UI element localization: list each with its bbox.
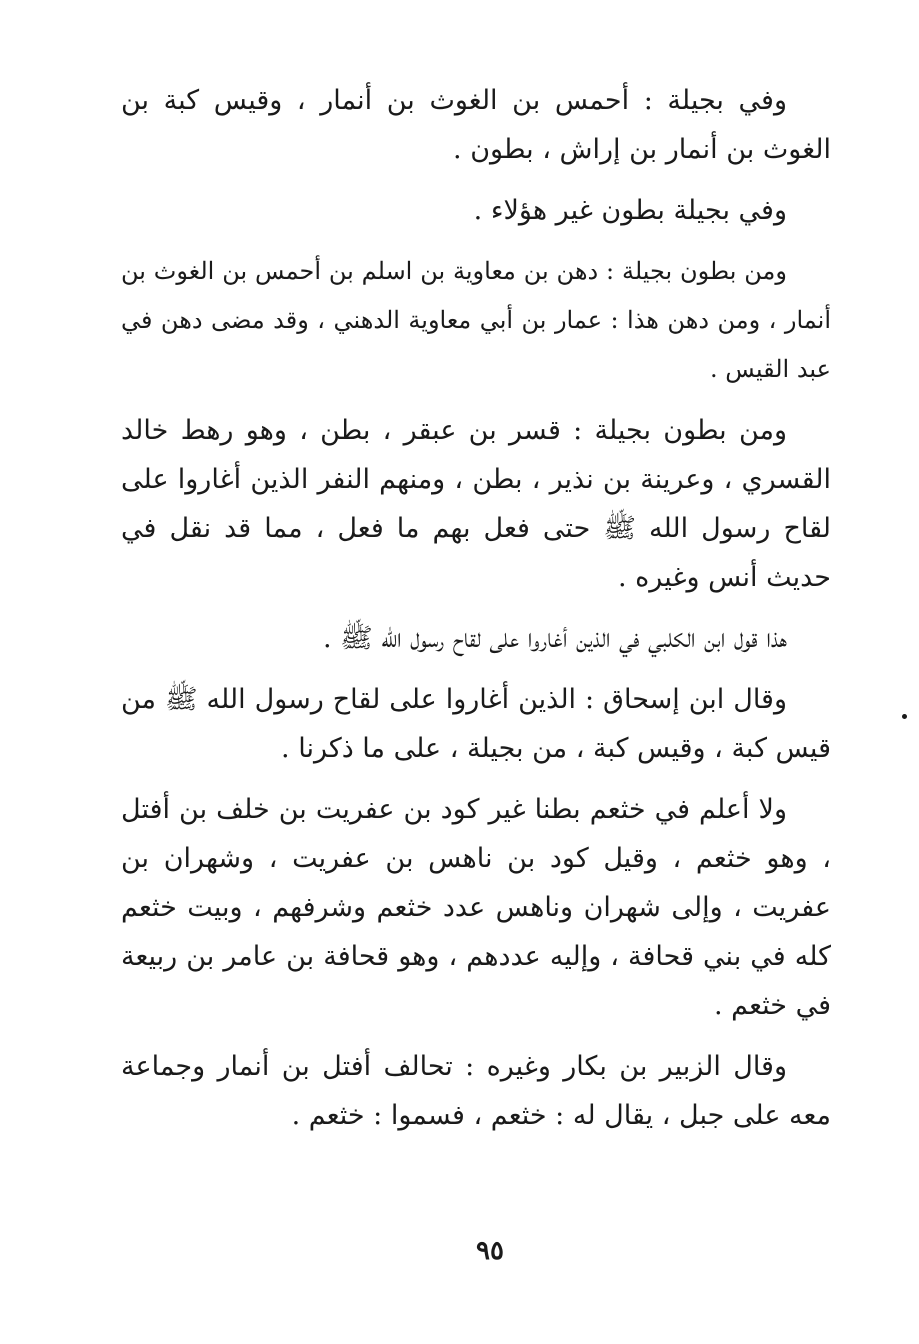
paragraph-7: ولا أعلم في خثعم بطنا غير كود بن عفريت بن خلف بن أفتل ، وهو خثعم ، وقيل كود بن ناهس بن عفريت ، وشهران بن عفريت ، وإلى شهران وناهس عدد خثعم وشرفهم ، وبيت خثعم كله في بني قحافة ، وإليه عددهم ، وهو قحافة بن عامر بن ربيعة في خثعم . [121,794,831,1021]
paragraph-1: وفي بجيلة : أحمس بن الغوث بن أنمار ، وقيس كبة بن الغوث بن أنمار بن إراش ، بطون . [121,85,831,165]
paragraph-4: ومن بطون بجيلة : قسر بن عبقر ، بطن ، وهو رهط خالد القسري ، وعرينة بن نذير ، بطن ، ومنهم النفر الذين أغاروا على لقاح رسول الله ﷺ حتى فعل بهم ما فعل ، مما قد نقل في حديث أنس وغيره . [121,415,831,593]
body-text [121,76,831,1152]
paragraph-2: وفي بجيلة بطون غير هؤلاء . [473,195,787,226]
paragraph-8: وقال الزبير بن بكار وغيره : تحالف أفتل بن أنمار وجماعة معه على جبل ، يقال له : خثعم ، فسموا : خثعم . [121,1051,831,1131]
page-number: ٩٥ [476,1236,504,1266]
paragraph-6: وقال ابن إسحاق : الذين أغاروا على لقاح رسول الله ﷺ من قيس كبة ، وقيس كبة ، من بجيلة ، على ما ذكرنا . [121,684,831,764]
paragraph-5: هذا قول ابن الكلبي في الذين أغاروا على لقاح رسول الله ﷺ . [322,623,787,654]
margin-dot [902,714,907,719]
paragraph-3: ومن بطون بجيلة : دهن بن معاوية بن اسلم بن أحمس بن الغوث بن أنمار ، ومن دهن هذا : عمار بن أبي معاوية الدهني ، وقد مضى دهن في عبد القيس . [121,257,831,383]
